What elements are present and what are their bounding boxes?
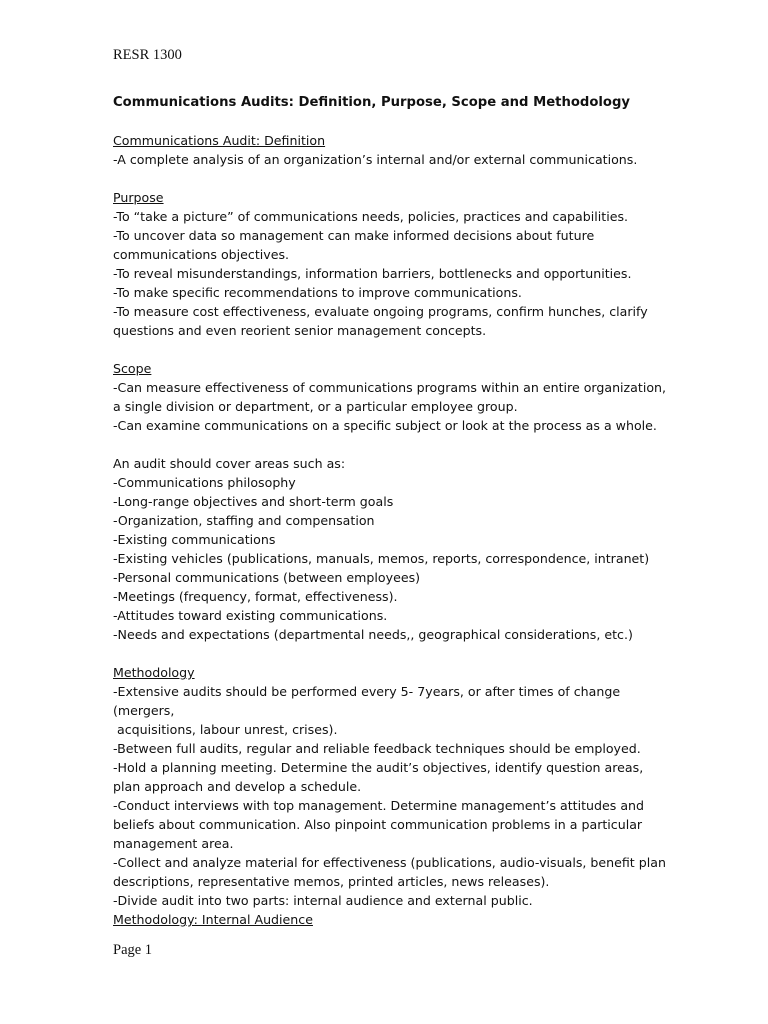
section-heading-internal-audience: Methodology: Internal Audience	[113, 912, 313, 927]
section-scope	[113, 359, 673, 435]
purpose-line: -To “take a picture” of communications needs, policies, practices and capabilities.	[113, 209, 629, 224]
audit-area-item: -Needs and expectations (departmental needs,, geographical considerations, etc.)	[113, 627, 633, 642]
section-heading-definition: Communications Audit: Definition	[113, 133, 326, 148]
section-heading-scope: Scope	[113, 361, 152, 376]
methodology-line: -Between full audits, regular and reliable feedback techniques should be employed.	[113, 741, 641, 756]
section-methodology	[113, 663, 673, 929]
audit-area-item: -Existing vehicles (publications, manuals, memos, reports, correspondence, intranet)	[113, 551, 650, 566]
scope-line: -Can measure effectiveness of communications programs within an entire organization, a single division or department, or a particular employee group.	[113, 380, 671, 414]
page-number: Page 1	[113, 942, 153, 958]
methodology-line: -Conduct interviews with top management. Determine management’s attitudes and beliefs about communication. Also pinpoint communication problems in a particular management area.	[113, 798, 649, 851]
methodology-line: -Collect and analyze material for effectiveness (publications, audio-visuals, benefit plan descriptions, representative memos, printed articles, news releases).	[113, 855, 670, 889]
audit-area-item: -Meetings (frequency, format, effectiveness).	[113, 589, 398, 604]
methodology-line: -Divide audit into two parts: internal audience and external public.	[113, 893, 533, 908]
purpose-line: -To make specific recommendations to improve communications.	[113, 285, 522, 300]
purpose-line: -To measure cost effectiveness, evaluate ongoing programs, confirm hunches, clarify questions and even reorient senior management concepts.	[113, 304, 652, 338]
audit-area-item: -Personal communications (between employees)	[113, 570, 421, 585]
section-heading-methodology: Methodology	[113, 665, 195, 680]
purpose-line: -To reveal misunderstandings, information barriers, bottlenecks and opportunities.	[113, 266, 632, 281]
methodology-line: -Hold a planning meeting. Determine the audit’s objectives, identify question areas, plan approach and develop a schedule.	[113, 760, 648, 794]
document-title: Communications Audits: Definition, Purpose, Scope and Methodology	[113, 95, 631, 110]
section-definition	[113, 131, 673, 169]
purpose-line: -To uncover data so management can make informed decisions about future communications objectives.	[113, 228, 599, 262]
methodology-line: -Extensive audits should be performed every 5- 7years, or after times of change (mergers,	[113, 684, 625, 718]
methodology-line: acquisitions, labour unrest, crises).	[113, 722, 338, 737]
audit-areas-intro: An audit should cover areas such as:	[113, 456, 346, 471]
section-purpose	[113, 188, 673, 340]
section-heading-purpose: Purpose	[113, 190, 164, 205]
document-body	[113, 93, 673, 929]
audit-area-item: -Organization, staffing and compensation	[113, 513, 375, 528]
course-header: RESR 1300	[113, 47, 182, 63]
audit-area-item: -Existing communications	[113, 532, 276, 547]
audit-area-item: -Long-range objectives and short-term goals	[113, 494, 394, 509]
scope-line: -Can examine communications on a specific subject or look at the process as a whole.	[113, 418, 657, 433]
audit-area-item: -Attitudes toward existing communications.	[113, 608, 388, 623]
audit-area-item: -Communications philosophy	[113, 475, 296, 490]
definition-line: -A complete analysis of an organization’s internal and/or external communications.	[113, 152, 638, 167]
section-audit-areas	[113, 454, 673, 644]
